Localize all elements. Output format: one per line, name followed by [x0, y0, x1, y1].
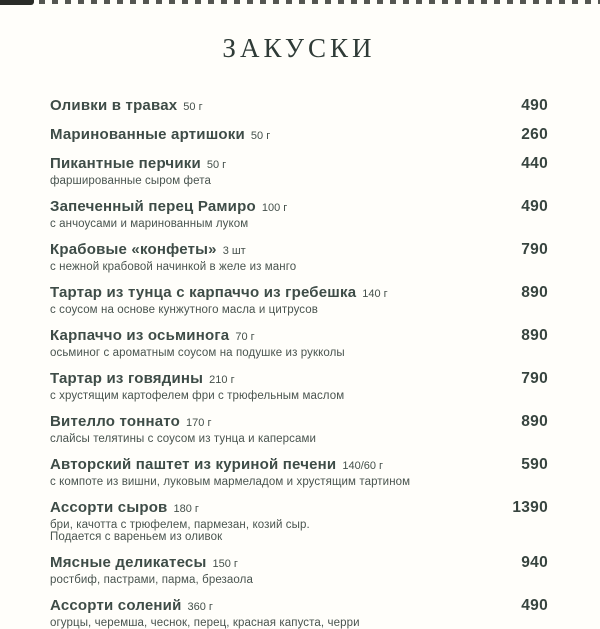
- item-weight: 70 г: [235, 331, 255, 343]
- item-description: с анчоусами и маринованным луком: [50, 218, 249, 230]
- menu-item: [50, 198, 548, 230]
- item-description: с соусом на основе кунжутного масла и цитрусов: [50, 304, 318, 316]
- item-weight: 50 г: [206, 159, 227, 171]
- item-price: 790: [521, 241, 548, 258]
- item-weight: 140 г: [362, 288, 388, 300]
- item-name: Мясные деликатесы: [50, 554, 207, 571]
- menu-item: [50, 499, 548, 543]
- menu-item: [50, 413, 548, 445]
- page-title: ЗАКУСКИ: [222, 33, 376, 63]
- item-price: 490: [521, 97, 548, 114]
- menu-item: [50, 241, 548, 273]
- item-weight: 170 г: [186, 417, 212, 429]
- menu-item-row: [50, 155, 548, 173]
- item-name: Пикантные перчики: [50, 155, 201, 172]
- item-weight: 50 г: [250, 130, 271, 142]
- menu-item-row: [50, 413, 548, 431]
- item-price: 890: [521, 284, 548, 301]
- menu-item: [50, 597, 548, 629]
- item-description: осьминог с ароматным соусом на подушке из рукколы: [50, 347, 345, 359]
- menu-item-row: [50, 327, 548, 345]
- item-name: Тартар из тунца с карпаччо из гребешка: [50, 284, 357, 301]
- item-name: Авторский паштет из куриной печени: [50, 456, 337, 473]
- item-price: 1390: [512, 499, 548, 516]
- item-name: Ассорти сыров: [50, 499, 168, 516]
- item-price: 440: [521, 155, 548, 172]
- item-weight: 140/60 г: [342, 460, 384, 472]
- item-price: 890: [521, 413, 548, 430]
- item-name: Запеченный перец Рамиро: [50, 198, 256, 215]
- item-name: Маринованные артишоки: [50, 126, 245, 143]
- item-weight: 180 г: [173, 503, 199, 515]
- menu-item: [50, 126, 548, 144]
- item-weight: 50 г: [183, 101, 203, 113]
- item-price: 890: [521, 327, 548, 344]
- menu-item-row: [50, 284, 548, 302]
- item-price: 490: [521, 198, 548, 215]
- menu-list: [50, 97, 548, 629]
- item-name: Тартар из говядины: [50, 370, 204, 387]
- item-description: с компоте из вишни, луковым мармеладом и хрустящим тартином: [50, 476, 411, 488]
- menu-item-row: [50, 499, 548, 517]
- item-weight: 100 г: [261, 202, 288, 214]
- item-name: Ассорти солений: [50, 597, 182, 614]
- menu-item: [50, 284, 548, 316]
- item-description: огурцы, черемша, чеснок, перец, красная капуста, черри: [50, 617, 360, 629]
- item-weight: 210 г: [209, 374, 235, 386]
- item-price: 790: [521, 370, 548, 387]
- menu-item-row: [50, 97, 548, 115]
- item-description: бри, качотта с трюфелем, пармезан, козий сыр. Подается с вареньем из оливок: [50, 519, 310, 543]
- menu-item: [50, 155, 548, 187]
- item-description: слайсы телятины с соусом из тунца и каперсами: [50, 433, 317, 445]
- item-weight: 150 г: [212, 558, 238, 570]
- item-description: ростбиф, пастрами, парма, брезаола: [50, 574, 253, 586]
- item-name: Оливки в травах: [50, 97, 178, 114]
- item-description: с нежной крабовой начинкой в желе из манго: [50, 261, 297, 273]
- photo-top-edge: [0, 0, 600, 4]
- item-description: с хрустящим картофелем фри с трюфельным маслом: [50, 390, 345, 402]
- item-description: фаршированные сыром фета: [50, 175, 211, 187]
- menu-item: [50, 97, 548, 115]
- menu-item-row: [50, 554, 548, 572]
- menu-item: [50, 370, 548, 402]
- menu-item-row: [50, 198, 548, 216]
- item-price: 590: [521, 456, 548, 473]
- menu-item: [50, 554, 548, 586]
- menu-item-row: [50, 456, 548, 474]
- item-price: 940: [521, 554, 548, 571]
- item-price: 260: [521, 126, 548, 143]
- item-price: 490: [521, 597, 548, 614]
- item-name: Крабовые «конфеты»: [50, 241, 217, 258]
- item-weight: 3 шт: [222, 245, 246, 257]
- menu-item-row: [50, 241, 548, 259]
- item-name: Карпаччо из осьминога: [50, 327, 230, 344]
- photo-top-edge-corner: [0, 0, 34, 5]
- menu-item: [50, 327, 548, 359]
- menu-item: [50, 456, 548, 488]
- item-name: Вителло тоннато: [50, 413, 181, 430]
- menu-item-row: [50, 370, 548, 388]
- item-weight: 360 г: [187, 601, 213, 613]
- menu-item-row: [50, 126, 548, 144]
